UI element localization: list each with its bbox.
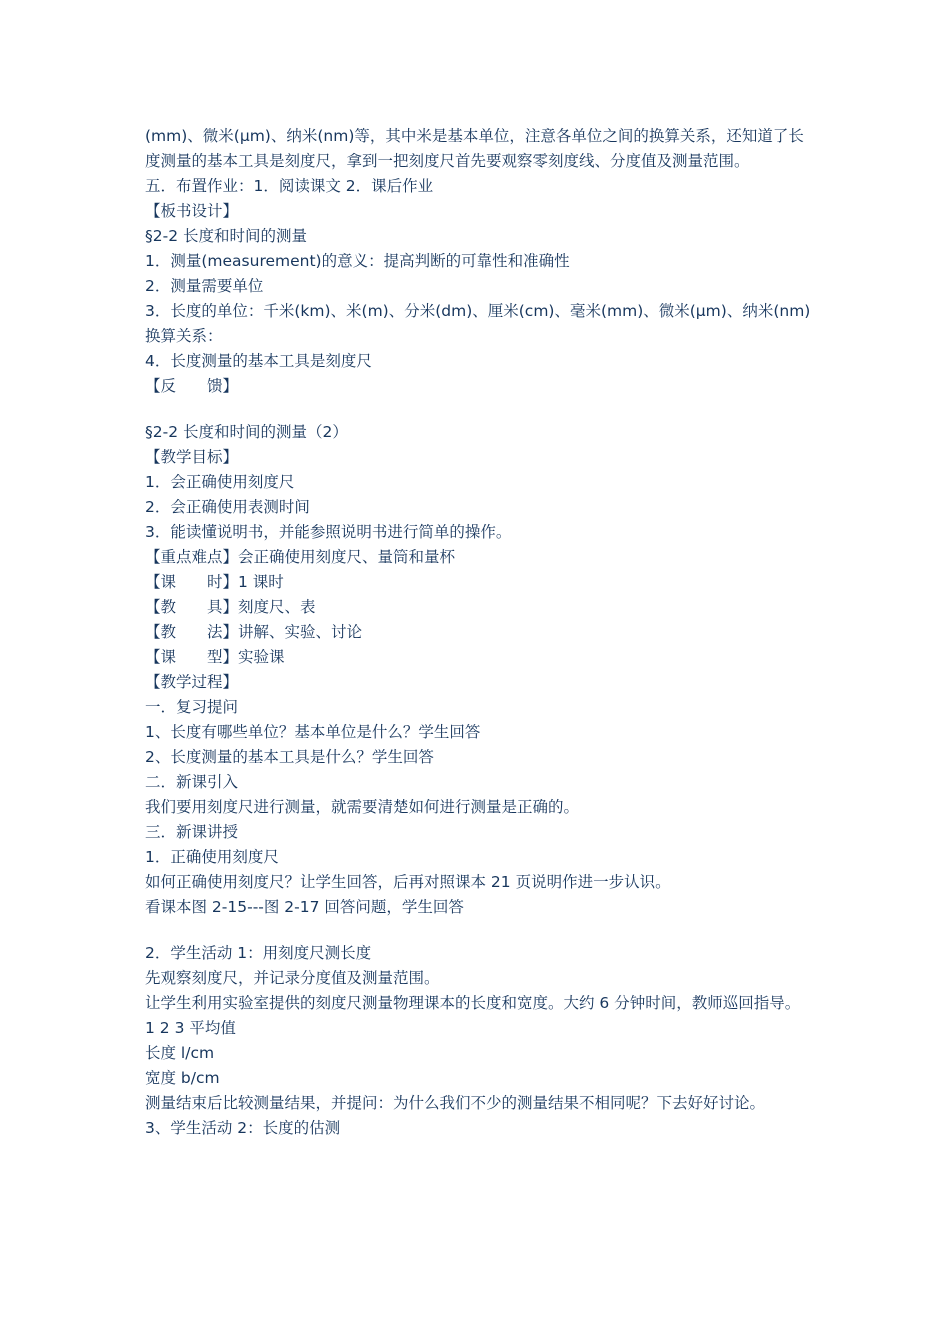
text-line: 2．学生活动 1：用刻度尺测长度 [145,944,372,962]
text-line: 【教 具】刻度尺、表 [145,598,316,616]
text-line: 2．测量需要单位 [145,277,264,295]
text-line: 【重点难点】会正确使用刻度尺、量筒和量杯 [145,548,456,566]
text-line: 1 2 3 平均值 [145,1019,236,1037]
text-line: 【板书设计】 [145,202,239,220]
text-line: 3、学生活动 2：长度的估测 [145,1119,341,1137]
text-line: 如何正确使用刻度尺？让学生回答，后再对照课本 21 页说明作进一步认识。 [145,873,671,891]
text-line: 五．布置作业：1．阅读课文 2．课后作业 [145,177,434,195]
text-line: 2、长度测量的基本工具是什么？学生回答 [145,748,434,766]
text-line: 3．长度的单位：千米(km)、米(m)、分米(dm)、厘米(cm)、毫米(mm)、微米(μm)、纳米(nm) [145,302,811,320]
blank-line [145,399,815,420]
text-line: 【课 型】实验课 [145,648,285,666]
text-line: 4．长度测量的基本工具是刻度尺 [145,352,372,370]
text-line: (mm)、微米(μm)、纳米(nm)等，其中米是基本单位，注意各单位之间的换算关系，还知道了长度测量的基本工具是刻度尺，拿到一把刻度尺首先要观察零刻度线、分度值及测量范围。 [145,127,804,170]
text-line: 1、长度有哪些单位？基本单位是什么？学生回答 [145,723,481,741]
text-line: 【教学目标】 [145,448,239,466]
text-line: 让学生利用实验室提供的刻度尺测量物理课本的长度和宽度。大约 6 分钟时间，教师巡回指导。 [145,994,801,1012]
text-line: 三．新课讲授 [145,823,239,841]
document-page [145,124,815,1141]
text-line: 换算关系： [145,327,223,345]
text-line: 1．正确使用刻度尺 [145,848,279,866]
text-line: 3．能读懂说明书，并能参照说明书进行简单的操作。 [145,523,512,541]
text-line: 先观察刻度尺，并记录分度值及测量范围。 [145,969,440,987]
text-line: 看课本图 2-15---图 2-17 回答问题，学生回答 [145,898,464,916]
text-line: 长度 l/cm [145,1044,215,1062]
text-line: 我们要用刻度尺进行测量，就需要清楚如何进行测量是正确的。 [145,798,580,816]
text-line: 【课 时】1 课时 [145,573,284,591]
text-line: 【教学过程】 [145,673,239,691]
text-line: 宽度 b/cm [145,1069,220,1087]
text-line: 【反 馈】 [145,377,239,395]
text-line: 二．新课引入 [145,773,239,791]
text-line: §2-2 长度和时间的测量（2） [145,423,348,441]
text-line: 【教 法】讲解、实验、讨论 [145,623,363,641]
text-line: §2-2 长度和时间的测量 [145,227,307,245]
blank-line [145,920,815,941]
text-line: 1．测量(measurement)的意义：提高判断的可靠性和准确性 [145,252,570,270]
text-line: 一．复习提问 [145,698,239,716]
text-line: 1．会正确使用刻度尺 [145,473,295,491]
text-line: 2．会正确使用表测时间 [145,498,310,516]
text-line: 测量结束后比较测量结果，并提问：为什么我们不少的测量结果不相同呢？下去好好讨论。 [145,1094,766,1112]
